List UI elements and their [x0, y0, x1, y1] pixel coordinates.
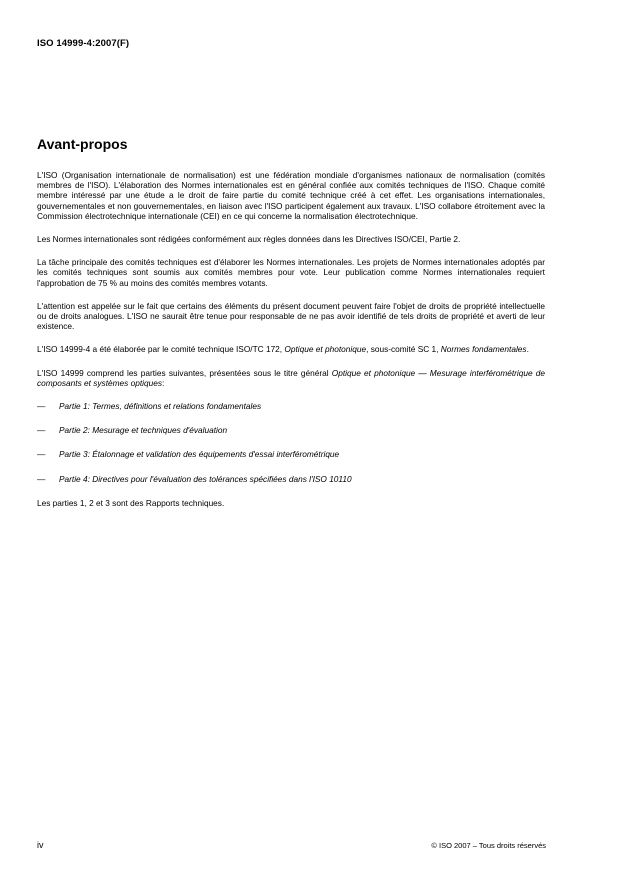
list-item-label: Partie 4: Directives pour l'évaluation des tolérances spécifiées dans l'ISO 10110	[59, 473, 352, 484]
list-dash: —	[37, 401, 46, 412]
page-title: Avant-propos	[37, 136, 128, 152]
parts-intro-suffix: :	[161, 377, 165, 388]
list-item-label: Partie 2: Mesurage et techniques d'évaluation	[59, 425, 228, 436]
document-body	[37, 170, 545, 508]
paragraph-elaboration	[37, 344, 545, 354]
list-dash: —	[37, 449, 46, 460]
paragraph-closing: Les parties 1, 2 et 3 sont des Rapports techniques.	[37, 497, 225, 508]
list-dash: —	[37, 473, 46, 484]
parts-intro-prefix: L'ISO 14999 comprend les parties suivantes, présentées sous le titre général	[37, 367, 332, 378]
elaboration-suffix: .	[526, 344, 529, 355]
elaboration-prefix: L'ISO 14999-4 a été élaborée par le comité technique ISO/TC 172,	[37, 344, 285, 355]
paragraph-parts-intro	[37, 368, 545, 388]
elaboration-middle: , sous-comité SC 1,	[366, 344, 441, 355]
list-item-part-2	[37, 425, 545, 435]
list-item-part-4	[37, 474, 545, 484]
copyright-notice: © ISO 2007 – Tous droits réservés	[431, 841, 546, 850]
list-item-part-1	[37, 401, 545, 411]
page-number: iv	[37, 840, 44, 850]
elaboration-subcommittee: Normes fondamentales	[440, 344, 527, 355]
paragraph-directives: Les Normes internationales sont rédigées conformément aux règles données dans les Directives ISO/CEI, Partie 2.	[37, 234, 461, 245]
paragraph-iso-intro: L'ISO (Organisation internationale de normalisation) est une fédération mondiale d'organismes nationaux de normalisation (comités membres de l'ISO). L'élaboration des Normes internationales est en général confiée aux comités techniques de l'ISO. Chaque comité membre intéressé par une étude a le droit de faire partie du comité technique créé à cet effet. Les organisations internationales, gouvernementales et non gouvernementales, en liaison avec l'ISO participent également aux travaux. L'ISO collabore étroitement avec la Commission électrotechnique internationale (CEI) en ce qui concerne la normalisation électrotechnique.	[37, 170, 545, 221]
document-header-id: ISO 14999-4:2007(F)	[37, 38, 130, 49]
list-item-label: Partie 3: Étalonnage et validation des équipements d'essai interférométrique	[59, 449, 340, 460]
list-item-label: Partie 1: Termes, définitions et relations fondamentales	[59, 401, 262, 412]
parts-intro-general-title: Optique et photonique — Mesurage interférométrique de composants et systèmes optiques	[37, 367, 545, 388]
list-item-part-3	[37, 449, 545, 459]
list-dash: —	[37, 425, 46, 436]
paragraph-patent-rights: L'attention est appelée sur le fait que certains des éléments du présent document peuvent faire l'objet de droits de propriété intellectuelle ou de droits analogues. L'ISO ne saurait être tenue pour responsable de ne pas avoir identifié de tels droits de propriété et averti de leur existence.	[37, 300, 545, 332]
paragraph-technical-committees: La tâche principale des comités techniques est d'élaborer les Normes internationales. Les projets de Normes internationales adoptés par les comités techniques sont soumis aux comités membres pour vote. Leur publication comme Normes internationales requiert l'approbation de 75 % au moins des comités membres votants.	[37, 257, 545, 288]
elaboration-committee: Optique et photonique	[284, 344, 367, 355]
